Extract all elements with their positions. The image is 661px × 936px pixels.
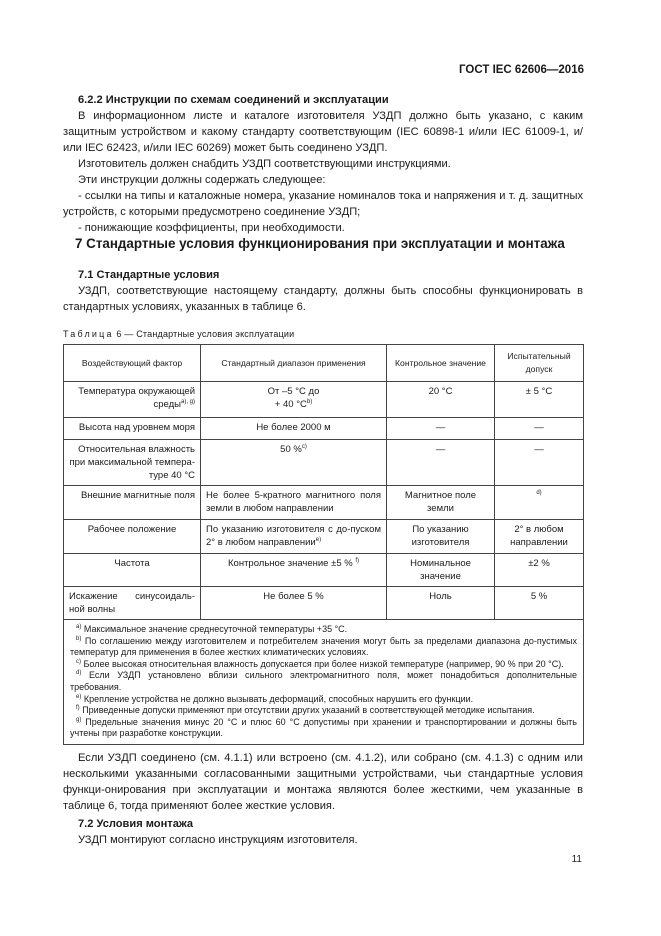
table-note: [70, 694, 577, 706]
factor-cell: Искажение синусоидаль-ной волны: [64, 587, 201, 620]
table-caption-label: Таблица: [63, 329, 114, 339]
table-header-row: [64, 345, 584, 382]
note-label: d): [76, 670, 82, 677]
table-row: [64, 440, 584, 486]
table-notes-row: [64, 620, 584, 745]
section-7-1-title: 7.1 Стандартные условия: [78, 269, 220, 281]
footnote-ref: a), g): [180, 398, 195, 405]
reference-cell: Ноль: [387, 587, 495, 620]
tolerance-cell: ±2 %: [495, 554, 584, 587]
note-label: g): [76, 716, 82, 723]
bullet-item: - понижающие коэффициенты, при необходимости.: [78, 222, 345, 234]
range-text: Контрольное значение ±5 %: [228, 558, 353, 569]
range-text: По указанию изготовителя с до-пуском 2° в любом направлении: [206, 524, 381, 548]
tolerance-cell: —: [495, 418, 584, 440]
range-cell: [201, 554, 387, 587]
range-text: + 40 °C: [274, 399, 307, 410]
bullet-item: - ссылки на типы и каталожные номера, указание номиналов тока и напряжения и т. д. защитных устройств, с которыми предусмотрено соединение УЗДП;: [63, 190, 583, 218]
paragraph: Изготовитель должен снабдить УЗДП соответствующими инструкциями.: [78, 158, 451, 170]
reference-cell: —: [387, 418, 495, 440]
paragraph: В информационном листе и каталоге изготовителя УЗДП должно быть указано, с каким защитным устройством и какому стандарту соответствующим (IEC 60898-1 и/или IEC 61009-1, и/или IEC 62423, и/или IEC 60269) может быть соединено УЗДП.: [63, 110, 583, 154]
range-cell: Не более 2000 м: [201, 418, 387, 440]
note-text: Более высокая относительная влажность допускается при более низкой температуре (например, 90 % при 20 °C).: [83, 658, 564, 669]
conditions-table: [63, 344, 584, 745]
reference-cell: 20 °C: [387, 382, 495, 418]
note-label: a): [76, 624, 82, 630]
table-row: [64, 418, 584, 440]
factor-text: Температура окружающей среды: [78, 386, 195, 410]
section-6-2-2-title: 6.2.2 Инструкции по схемам соединений и эксплуатации: [78, 94, 389, 106]
after-table-text: [63, 750, 583, 848]
factor-cell: Частота: [64, 554, 201, 587]
table-row: [64, 587, 584, 620]
column-header: Контрольное значение: [387, 345, 495, 382]
tolerance-cell: —: [495, 440, 584, 486]
table-note: [70, 636, 577, 659]
note-text: Предельные значения минус 20 °C и плюс 60 °C допустимы при хранении и транспортировании и должны быть учтены при разработке конструкции.: [70, 716, 577, 739]
tolerance-cell: ± 5 °C: [495, 382, 584, 418]
factor-cell: Высота над уровнем моря: [64, 418, 201, 440]
range-cell: Не более 5-кратного магнитного поля земли в любом направлении: [201, 486, 387, 520]
table-note: [70, 624, 577, 636]
range-cell: Не более 5 %: [201, 587, 387, 620]
table-note: [70, 670, 577, 693]
factor-cell: [64, 382, 201, 418]
table-row: [64, 382, 584, 418]
note-label: e): [76, 693, 82, 700]
column-header: Воздействующий фактор: [64, 345, 201, 382]
reference-cell: Магнитное поле земли: [387, 486, 495, 520]
paragraph: УЗДП монтируют согласно инструкциям изготовителя.: [78, 834, 358, 846]
note-text: По соглашению между изготовителем и потребителем значения могут быть за пределами диапазона до-пустимых температур для применения в более жестких климатических условиях.: [70, 635, 577, 658]
factor-cell: Относительная влажность при максимальной темпера-туре 40 °C: [64, 440, 201, 486]
note-label: c): [76, 658, 81, 665]
reference-cell: Номинальное значение: [387, 554, 495, 587]
table-caption: [63, 329, 294, 339]
range-cell: [201, 382, 387, 418]
table-row: [64, 486, 584, 520]
paragraph: УЗДП, соответствующие настоящему стандарту, должны быть способны функционировать в стандартных условиях, указанных в таблице 6.: [63, 285, 583, 313]
section-7-1: [63, 267, 583, 315]
note-text: Крепление устройства не должно вызывать деформаций, способных нарушить его функции.: [83, 693, 474, 704]
range-cell: [201, 440, 387, 486]
range-text: От –5 °C до: [267, 386, 320, 397]
section-7-title: 7 Стандартные условия функционирования при эксплуатации и монтажа: [75, 236, 565, 251]
factor-cell: Внешние магнитные поля: [64, 486, 201, 520]
footnote-ref: d): [536, 489, 542, 496]
table-notes: [64, 620, 584, 745]
tolerance-cell: 5 %: [495, 587, 584, 620]
section-7-2-title: 7.2 Условия монтажа: [78, 818, 194, 830]
table-caption-text: 6 — Стандартные условия эксплуатации: [116, 329, 295, 339]
range-cell: [201, 520, 387, 554]
footnote-ref: c): [301, 443, 307, 450]
table-row: [64, 520, 584, 554]
footnote-ref: b): [306, 398, 313, 405]
table-note: [70, 659, 577, 671]
page-number: 11: [571, 854, 582, 865]
reference-cell: По указанию изготовителя: [387, 520, 495, 554]
section-6-2-2: [63, 92, 583, 236]
column-header: Стандартный диапазон применения: [201, 345, 387, 382]
tolerance-cell: [495, 486, 584, 520]
note-label: f): [76, 705, 80, 712]
note-text: Приведенные допуски применяют при отсутствии других указаний в соответствующей методике испытания.: [82, 705, 535, 716]
table-row: [64, 554, 584, 587]
factor-cell: Рабочее положение: [64, 520, 201, 554]
paragraph: Эти инструкции должны содержать следующее:: [78, 174, 326, 186]
reference-cell: —: [387, 440, 495, 486]
footnote-ref: f): [355, 557, 359, 564]
footnote-ref: e): [315, 536, 322, 543]
table-note: [70, 717, 577, 740]
note-text: Если УЗДП установлено вблизи сильного электромагнитного поля, может понадобиться дополнительные требования.: [70, 670, 577, 692]
table-note: [70, 705, 577, 717]
note-label: b): [76, 635, 82, 642]
range-text: 50 %: [280, 444, 302, 455]
column-header: Испытательный допуск: [495, 345, 584, 382]
tolerance-cell: 2° в любом направлении: [495, 520, 584, 554]
standard-header: ГОСТ IEC 62606—2016: [459, 64, 584, 76]
paragraph: Если УЗДП соединено (см. 4.1.1) или встроено (см. 4.1.2), или собрано (см. 4.1.3) с одним или несколькими указанными согласованными защитными устройствами, чьи стандартные условия функци-онирования при эксплуатации и монтажа являются более жесткими, чем указанные в таблице 6, тогда применяют более жесткие условия.: [63, 752, 583, 812]
note-text: Максимальное значение среднесуточной температуры +35 °C.: [83, 624, 348, 634]
